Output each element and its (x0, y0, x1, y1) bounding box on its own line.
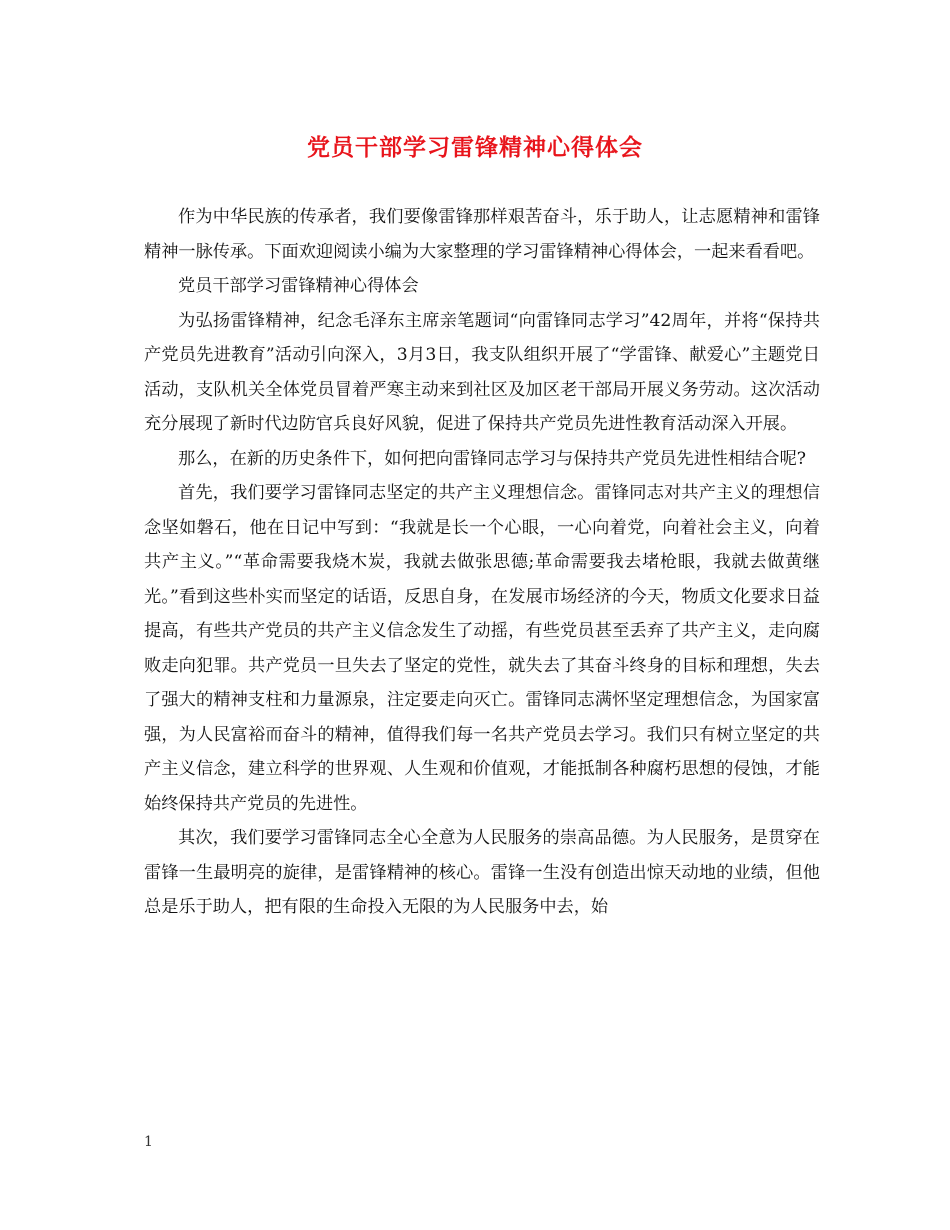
paragraph-activity: 为弘扬雷锋精神，纪念毛泽东主席亲笔题词“向雷锋同志学习”42周年，并将“保持共产党员先进教育”活动引向深入，3月3日，我支队组织开展了“学雷锋、献爱心”主题党日活动，支队机关全体党员冒着严寒主动来到社区及加区老干部局开展义务劳动。这次活动充分展现了新时代边防官兵良好风貌，促进了保持共产党员先进性教育活动深入开展。 (144, 310, 820, 434)
paragraph-first-point: 首先，我们要学习雷锋同志坚定的共产主义理想信念。雷锋同志对共产主义的理想信念坚如磐石，他在日记中写到：“我就是长一个心眼，一心向着党，向着社会主义，向着共产主义。”“革命需要我烧木炭，我就去做张思德;革命需要我去堵枪眼，我就去做黄继光。”看到这些朴实而坚定的话语，反思自身，在发展市场经济的今天，物质文化要求日益提高，有些共产党员的共产主义信念发生了动摇，有些党员甚至丢弃了共产主义，走向腐败走向犯罪。共产党员一旦失去了坚定的党性，就失去了其奋斗终身的目标和理想，失去了强大的精神支柱和力量源泉，注定要走向灭亡。雷锋同志满怀坚定理想信念，为国家富强，为人民富裕而奋斗的精神，值得我们每一名共产党员去学习。我们只有树立坚定的共产主义信念，建立科学的世界观、人生观和价值观，才能抵制各种腐朽思想的侵蚀，才能始终保持共产党员的先进性。 (144, 483, 820, 814)
paragraph-subtitle: 党员干部学习雷锋精神心得体会 (178, 276, 419, 296)
page-number: 1 (144, 1134, 153, 1150)
paragraph-second-point: 其次，我们要学习雷锋同志全心全意为人民服务的崇高品德。为人民服务，是贯穿在雷锋一生最明亮的旋律，是雷锋精神的核心。雷锋一生没有创造出惊天动地的业绩，但他总是乐于助人，把有限的生命投入无限的为人民服务中去，始 (144, 828, 820, 917)
paragraph-intro: 作为中华民族的传承者，我们要像雷锋那样艰苦奋斗，乐于助人，让志愿精神和雷锋精神一脉传承。下面欢迎阅读小编为大家整理的学习雷锋精神心得体会，一起来看看吧。 (144, 207, 820, 262)
paragraph-question: 那么，在新的历史条件下，如何把向雷锋同志学习与保持共产党员先进性相结合呢? (178, 448, 806, 469)
document-title: 党员干部学习雷锋精神心得体会 (307, 134, 643, 161)
document-body (144, 200, 820, 925)
